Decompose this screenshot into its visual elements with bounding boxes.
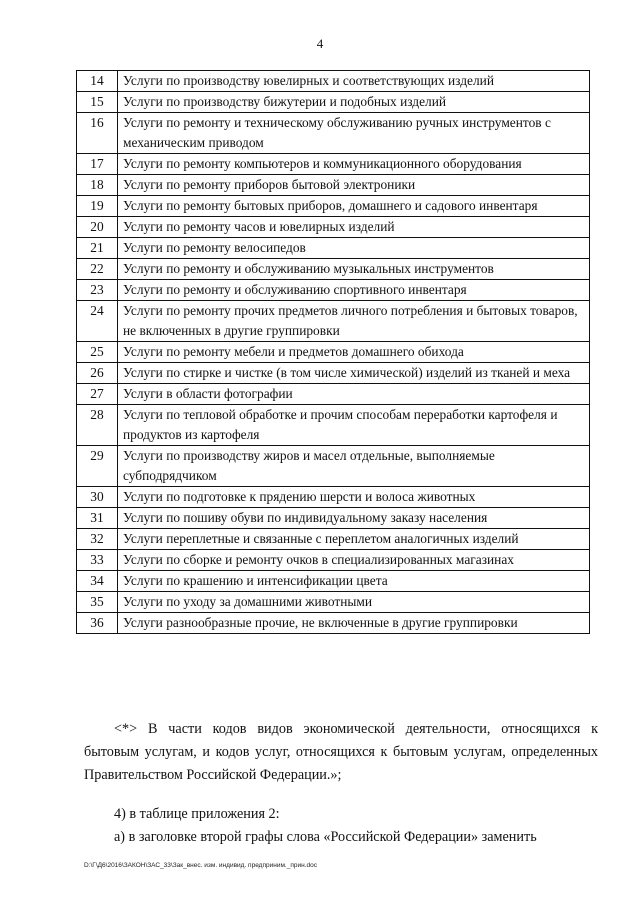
footnote: <*> В части кодов видов экономической деятельности, относящихся к бытовым услугам, и кодов услуг, относящихся к бытовым услугам, определенных Правительством Российской Федерации.»; xyxy=(84,721,598,783)
table-row xyxy=(77,571,590,592)
table-row xyxy=(77,508,590,529)
service-name: Услуги по ремонту прочих предметов личного потребления и бытовых товаров, не включенных в другие группировки xyxy=(118,301,590,342)
service-name: Услуги по производству ювелирных и соответствующих изделий xyxy=(118,71,590,92)
service-name: Услуги по ремонту велосипедов xyxy=(118,238,590,259)
row-number: 32 xyxy=(77,529,118,550)
row-number: 22 xyxy=(77,259,118,280)
service-name: Услуги по производству бижутерии и подобных изделий xyxy=(118,92,590,113)
service-name: Услуги разнообразные прочие, не включенные в другие группировки xyxy=(118,613,590,634)
service-name: Услуги по крашению и интенсификации цвета xyxy=(118,571,590,592)
row-number: 24 xyxy=(77,301,118,342)
file-path-footer: D:\Г\Д6\2016\ЗАКОН\ЗАС_33\Зак_внес. изм. индивид. предприним._прин.doc xyxy=(84,862,317,869)
row-number: 25 xyxy=(77,342,118,363)
page-number: 4 xyxy=(316,36,324,51)
row-number: 28 xyxy=(77,405,118,446)
table-row xyxy=(77,384,590,405)
service-name: Услуги по ремонту и техническому обслуживанию ручных инструментов с механическим приводом xyxy=(118,113,590,154)
table-row xyxy=(77,71,590,92)
service-name: Услуги по сборке и ремонту очков в специализированных магазинах xyxy=(118,550,590,571)
service-name: Услуги по ремонту бытовых приборов, домашнего и садового инвентаря xyxy=(118,196,590,217)
table-row xyxy=(77,529,590,550)
service-name: Услуги по пошиву обуви по индивидуальному заказу населения xyxy=(118,508,590,529)
row-number: 19 xyxy=(77,196,118,217)
table-row xyxy=(77,259,590,280)
services-table-body xyxy=(77,71,590,634)
table-row xyxy=(77,487,590,508)
row-number: 33 xyxy=(77,550,118,571)
table-row xyxy=(77,592,590,613)
row-number: 36 xyxy=(77,613,118,634)
row-number: 31 xyxy=(77,508,118,529)
table-row xyxy=(77,154,590,175)
row-number: 35 xyxy=(77,592,118,613)
service-name: Услуги по ремонту приборов бытовой электроники xyxy=(118,175,590,196)
service-name: Услуги переплетные и связанные с переплетом аналогичных изделий xyxy=(118,529,590,550)
table-row xyxy=(77,550,590,571)
service-name: Услуги по ремонту мебели и предметов домашнего обихода xyxy=(118,342,590,363)
table-row xyxy=(77,92,590,113)
table-row xyxy=(77,613,590,634)
service-name: Услуги по подготовке к прядению шерсти и волоса животных xyxy=(118,487,590,508)
row-number: 20 xyxy=(77,217,118,238)
table-row xyxy=(77,301,590,342)
service-name: Услуги по стирке и чистке (в том числе химической) изделий из тканей и меха xyxy=(118,363,590,384)
service-name: Услуги в области фотографии xyxy=(118,384,590,405)
service-name: Услуги по ремонту часов и ювелирных изделий xyxy=(118,217,590,238)
row-number: 15 xyxy=(77,92,118,113)
table-row xyxy=(77,280,590,301)
service-name: Услуги по ремонту и обслуживанию музыкальных инструментов xyxy=(118,259,590,280)
row-number: 16 xyxy=(77,113,118,154)
row-number: 23 xyxy=(77,280,118,301)
row-number: 30 xyxy=(77,487,118,508)
service-name: Услуги по ремонту компьютеров и коммуникационного оборудования xyxy=(118,154,590,175)
table-row xyxy=(77,342,590,363)
table-row xyxy=(77,405,590,446)
row-number: 26 xyxy=(77,363,118,384)
service-name: Услуги по производству жиров и масел отдельные, выполняемые субподрядчиком xyxy=(118,446,590,487)
paragraph-table-2: 4) в таблице приложения 2: xyxy=(114,806,280,822)
row-number: 14 xyxy=(77,71,118,92)
table-row xyxy=(77,238,590,259)
table-row xyxy=(77,217,590,238)
row-number: 27 xyxy=(77,384,118,405)
table-row xyxy=(77,196,590,217)
table-row xyxy=(77,363,590,384)
table-row xyxy=(77,446,590,487)
service-name: Услуги по ремонту и обслуживанию спортивного инвентаря xyxy=(118,280,590,301)
row-number: 34 xyxy=(77,571,118,592)
table-row xyxy=(77,175,590,196)
row-number: 18 xyxy=(77,175,118,196)
paragraph-heading-change: а) в заголовке второй графы слова «Российской Федерации» заменить xyxy=(114,829,537,845)
row-number: 29 xyxy=(77,446,118,487)
table-row xyxy=(77,113,590,154)
service-name: Услуги по уходу за домашними животными xyxy=(118,592,590,613)
services-table xyxy=(76,70,590,634)
service-name: Услуги по тепловой обработке и прочим способам переработки картофеля и продуктов из картофеля xyxy=(118,405,590,446)
row-number: 21 xyxy=(77,238,118,259)
row-number: 17 xyxy=(77,154,118,175)
